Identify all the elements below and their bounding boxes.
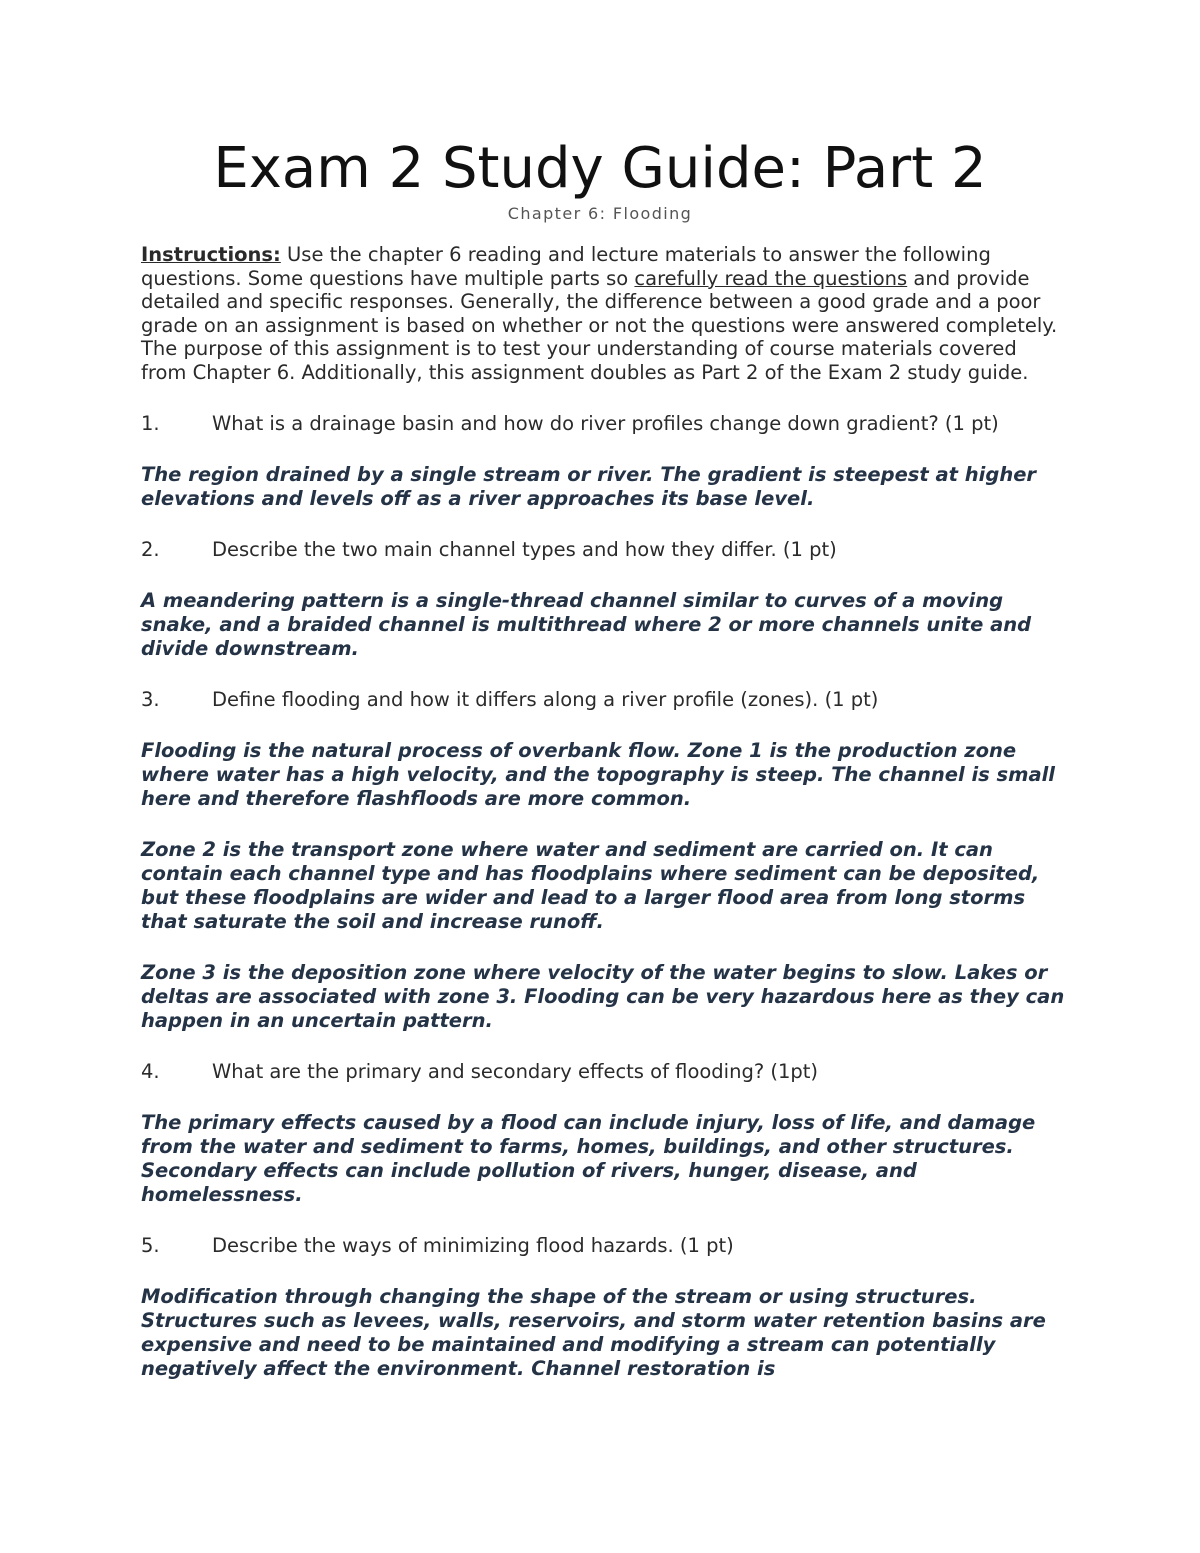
spacer [141,811,1066,838]
spacer [141,562,1066,589]
spacer [141,712,1066,739]
answer-paragraph: A meandering pattern is a single-thread channel similar to curves of a moving snake, and a braided channel is multithread where 2 or more channels unite and divide downstream. [141,588,1032,660]
instructions-text-1: Use the chapter 6 reading and lecture materials to answer the following questions. Some questions have multiple parts so [141,243,991,290]
question-text: Describe the ways of minimizing flood hazards. (1 pt) [212,1233,734,1257]
question-item [141,1060,1066,1084]
spacer [141,1207,1066,1234]
spacer [141,1084,1066,1111]
spacer [141,661,1066,688]
spacer [141,436,1066,463]
answer-paragraph: Flooding is the natural process of overbank flow. Zone 1 is the production zone where water has a high velocity, and the topography is steep. The channel is small here and therefore flashfloods are more common. [141,738,1055,810]
question-item [141,1234,1066,1258]
spacer [141,1258,1066,1285]
answer-paragraph: Zone 3 is the deposition zone where velocity of the water begins to slow. Lakes or deltas are associated with zone 3. Flooding can be very hazardous here as they can happen in an uncertain pattern. [141,960,1065,1032]
spacer [141,385,1066,412]
answer-paragraph: Zone 2 is the transport zone where water and sediment are carried on. It can contain each channel type and has floodplains where sediment can be deposited, but these floodplains are wider and lead to a larger flood area from long storms that saturate the soil and increase runoff. [141,837,1040,933]
answer-paragraph: The region drained by a single stream or river. The gradient is steepest at higher elevations and levels off as a river approaches its base level. [141,462,1037,510]
instructions-paragraph [141,243,1066,385]
spacer [141,511,1066,538]
document-title: Exam 2 Study Guide: Part 2 [213,136,987,201]
question-text: Define flooding and how it differs along a river profile (zones). (1 pt) [212,687,879,711]
question-item [141,412,1066,436]
instructions-underlined-text: carefully read the questions [634,266,908,290]
spacer [141,1033,1066,1060]
question-number: 1. [141,411,160,435]
document-body [141,243,1066,1381]
question-number: 3. [141,687,160,711]
question-text: What are the primary and secondary effects of flooding? (1pt) [212,1059,819,1083]
question-text: What is a drainage basin and how do river profiles change down gradient? (1 pt) [212,411,999,435]
question-number: 2. [141,537,160,561]
document-subtitle: Chapter 6: Flooding [507,204,693,223]
instructions-text-2: and provide detailed and specific responses. Generally, the difference between a good grade and a poor grade on an assignment is based on whether or not the questions were answered completely. The purpose of this assignment is to test your understanding of course materials covered from Chapter 6. Additionally, this assignment doubles as Part 2 of the Exam 2 study guide. [141,266,1058,384]
question-number: 4. [141,1059,160,1083]
question-text: Describe the two main channel types and how they differ. (1 pt) [212,537,837,561]
answer-paragraph: Modification through changing the shape of the stream or using structures. Structures such as levees, walls, reservoirs, and storm water retention basins are expensive and need to be maintained and modifying a stream can potentially negatively affect the environment. Channel restoration is [141,1284,1046,1380]
question-list [141,385,1066,1381]
answer-paragraph: The primary effects caused by a flood can include injury, loss of life, and damage from the water and sediment to farms, homes, buildings, and other structures. Secondary effects can include pollution of rivers, hunger, disease, and homelessness. [141,1110,1036,1206]
question-number: 5. [141,1233,160,1257]
question-item [141,688,1066,712]
spacer [141,934,1066,961]
question-item [141,538,1066,562]
instructions-label: Instructions: [141,243,281,266]
